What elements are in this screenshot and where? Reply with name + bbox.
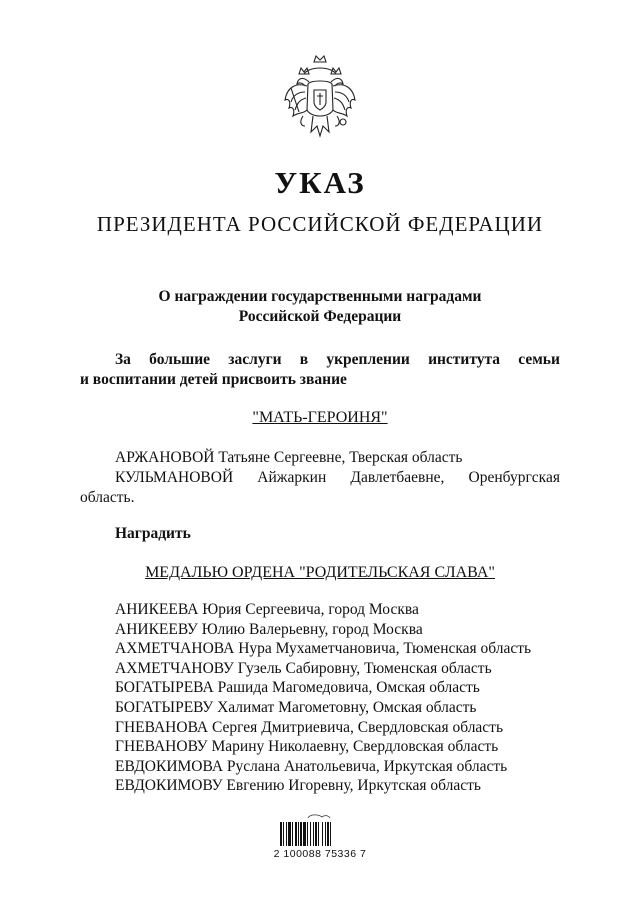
list-item: АХМЕТЧАНОВА Нура Мухаметчановича, Тюменская область xyxy=(115,640,532,658)
intro-paragraph xyxy=(80,350,560,390)
list-word: Оренбургская xyxy=(468,469,560,486)
decree-heading-line-2: Российской Федерации xyxy=(238,308,402,325)
list-item: ГНЕВАНОВА Сергея Дмитриевича, Свердловская область xyxy=(115,718,504,736)
award-verb: Наградить xyxy=(115,525,191,542)
document-title: УКАЗ xyxy=(274,165,366,200)
intro-word: укреплении xyxy=(326,351,410,368)
award-title-text: МЕДАЛЬЮ ОРДЕНА "РОДИТЕЛЬСКАЯ СЛАВА" xyxy=(145,564,495,581)
list-item: АРЖАНОВОЙ Татьяне Сергеевне, Тверская область xyxy=(115,449,463,466)
award-title-mother-heroine xyxy=(0,408,640,428)
intro-word: большие xyxy=(149,351,211,368)
list-item-continuation: область. xyxy=(80,489,135,506)
decree-heading-line-1: О награждении государственными наградами xyxy=(158,288,482,305)
barcode-number: 2 100088 75336 7 xyxy=(273,848,367,860)
list-word: КУЛЬМАНОВОЙ xyxy=(115,469,234,486)
intro-line-1 xyxy=(80,350,560,370)
award-title-parental-glory xyxy=(0,563,640,583)
list-item: АХМЕТЧАНОВУ Гузель Сабировну, Тюменская область xyxy=(115,659,492,677)
list-item: БОГАТЫРЕВУ Халимат Магометовну, Омская область xyxy=(115,698,477,716)
intro-word: заслуги xyxy=(228,351,282,368)
award-title-text: "МАТЬ-ГЕРОИНЯ" xyxy=(252,409,388,426)
intro-word: института xyxy=(428,351,501,368)
award1-recipient-list xyxy=(80,448,560,508)
list-item: БОГАТЫРЕВА Рашида Магомедовича, Омская область xyxy=(115,679,480,697)
list-item: АНИКЕЕВУ Юлию Валерьевну, город Москва xyxy=(115,620,423,638)
list-word: Давлетбаевне, xyxy=(350,469,445,486)
list-item: ЕВДОКИМОВА Руслана Анатольевича, Иркутская область xyxy=(115,757,508,775)
list-item-justified xyxy=(80,468,560,488)
list-item: ЕВДОКИМОВУ Евгению Игоревну, Иркутская область xyxy=(115,777,482,795)
coat-of-arms-icon xyxy=(281,52,359,148)
intro-word: в xyxy=(299,351,309,368)
decree-heading xyxy=(0,287,640,327)
award2-recipient-list xyxy=(115,600,575,796)
list-item: ГНЕВАНОВУ Марину Николаевну, Свердловская область xyxy=(115,738,499,756)
intro-line-2: и воспитании детей присвоить звание xyxy=(80,371,347,388)
list-item: АНИКЕЕВА Юрия Сергеевича, город Москва xyxy=(115,601,419,618)
document-subtitle: ПРЕЗИДЕНТА РОССИЙСКОЙ ФЕДЕРАЦИИ xyxy=(96,212,544,236)
intro-word: За xyxy=(115,351,131,368)
list-word: Айжаркин xyxy=(257,469,327,486)
intro-word: семьи xyxy=(518,351,560,368)
